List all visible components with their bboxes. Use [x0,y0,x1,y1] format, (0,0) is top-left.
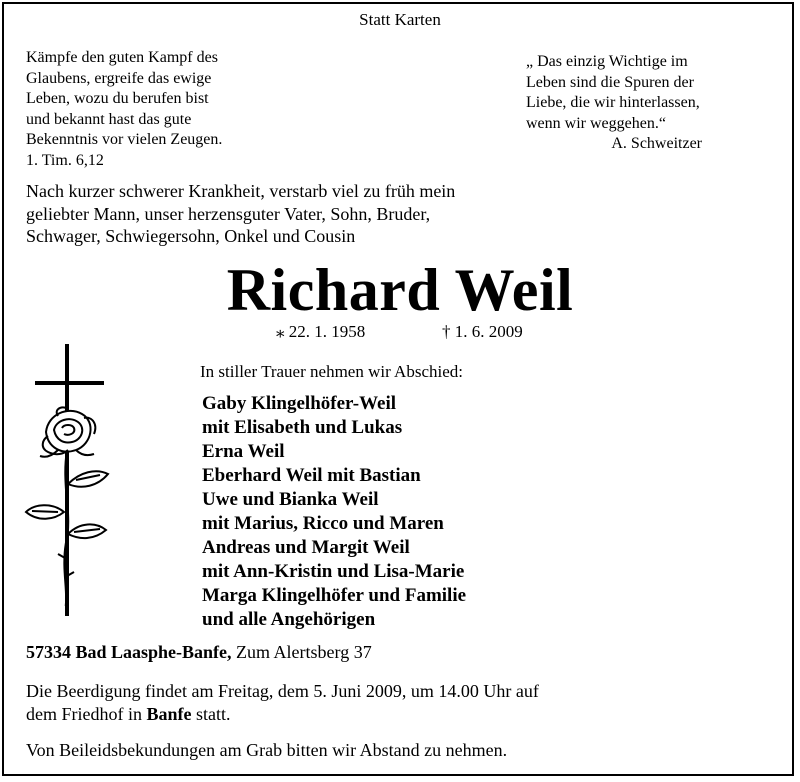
verse-line: Kämpfe den guten Kampf des [26,49,218,66]
quote-line: wenn wir weggehen.“ [526,114,666,132]
funeral-place: Banfe [146,703,192,724]
quote-attribution: A. Schweitzer [611,135,702,152]
family-member: mit Elisabeth und Lukas [202,417,403,438]
family-member: mit Ann-Kristin und Lisa-Marie [202,561,465,582]
intro-line: Nach kurzer schwerer Krankheit, verstarb viel zu früh mein [26,181,456,201]
family-member: Marga Klingelhöfer und Familie [202,585,467,606]
intro-line: geliebter Mann, unser herzensguter Vater, Sohn, Bruder, [26,203,431,224]
quote-schweitzer [526,52,702,155]
quote-line: „ Das einzig Wichtige im [526,53,688,70]
bible-verse [26,48,222,171]
intro-text [26,180,455,248]
verse-line: und bekannt hast das gute [26,110,192,128]
death-date: † 1. 6. 2009 [442,322,523,341]
quote-line: Liebe, die wir hinterlassen, [526,94,700,111]
funeral-line-pre: dem Friedhof in [26,703,147,724]
verse-line: Bekenntnis vor vielen Zeugen. [26,131,223,148]
verse-line: Glaubens, ergreife das ewige [26,69,212,87]
verse-reference: 1. Tim. 6,12 [26,151,104,169]
deceased-name: Richard Weil [226,257,574,323]
family-member: Uwe und Bianka Weil [202,489,379,510]
family-member: und alle Angehörigen [202,609,376,630]
address [26,642,372,663]
funeral-line: Die Beerdigung findet am Freitag, dem 5. Juni 2009, um 14.00 Uhr auf [26,681,539,701]
intro-line: Schwager, Schwiegersohn, Onkel und Cousin [26,226,356,246]
verse-line: Leben, wozu du berufen bist [26,90,209,107]
funeral-line [26,703,539,726]
address-street: Zum Alertsberg 37 [231,642,372,662]
family-member: Gaby Klingelhöfer-Weil [202,393,397,414]
condolence-note: Von Beileidsbekundungen am Grab bitten wir Abstand zu nehmen. [26,740,508,760]
funeral-info [26,680,539,725]
family-member: Andreas und Margit Weil [202,537,410,558]
quote-line: Leben sind die Spuren der [526,73,694,91]
address-place: 57334 Bad Laasphe-Banfe, [26,642,232,662]
cross-rose-illustration [18,344,118,616]
header-statt-karten: Statt Karten [359,10,441,29]
family-member: Erna Weil [202,441,285,462]
family-member: Eberhard Weil mit Bastian [202,465,421,486]
family-member: mit Marius, Ricco und Maren [202,513,444,534]
birth-date: ⁎ 22. 1. 1958 [276,322,366,341]
family-list [202,392,466,632]
funeral-line-post: statt. [191,703,231,724]
mourning-lead: In stiller Trauer nehmen wir Abschied: [200,362,463,381]
